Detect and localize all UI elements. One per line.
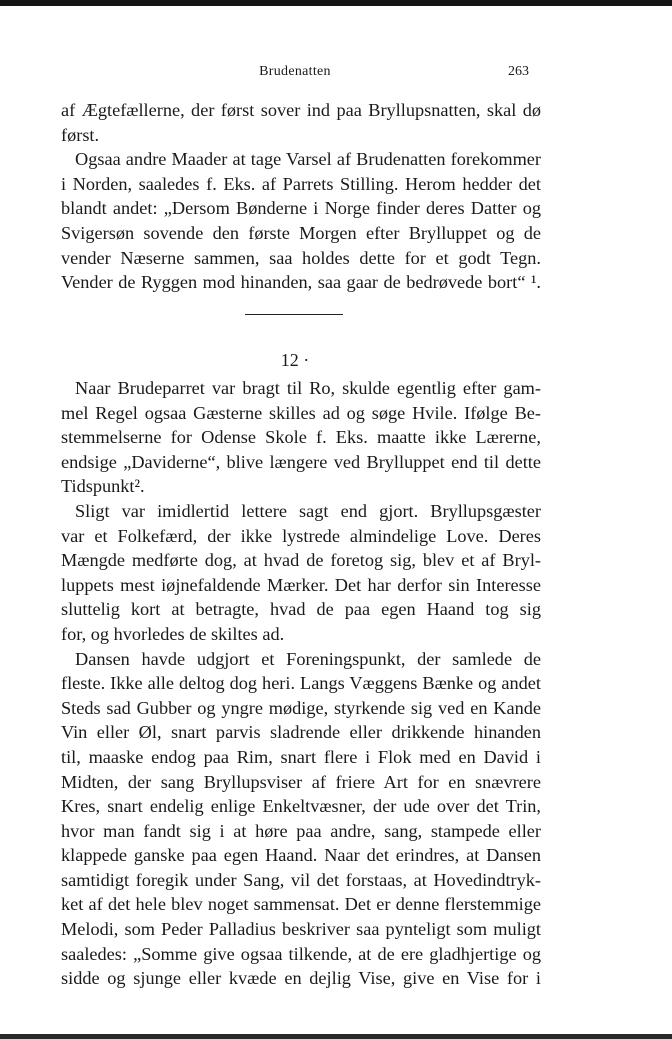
- text-line: samtidigt foregik under Sang, vil det forstaas, at Hovedindtryk-: [61, 869, 541, 890]
- running-head: [0, 64, 672, 86]
- text-line: var et Folkefærd, der ikke lystrede almindelige Love. Deres: [61, 525, 541, 546]
- text-line: fleste. Ikke alle deltog dog heri. Langs Væggens Bænke og andet: [61, 673, 541, 694]
- text-line: Melodi, som Peder Palladius beskriver saa pynteligt som muligt: [61, 919, 541, 940]
- text-line: klappede ganske paa egen Haand. Naar det erindres, at Dansen: [61, 845, 541, 866]
- text-line: sidde og sjunge eller kvæde en dejlig Vise, give en Vise for i: [61, 968, 541, 989]
- text-line: Dansen havde udgjort et Foreningspunkt, der samlede de: [75, 648, 541, 669]
- text-line: Mængde medførte dog, at hvad de foretog sig, blev et af Bryl-: [61, 550, 541, 571]
- bottom-edge-rule: [0, 1034, 672, 1039]
- text-line: ket af det hele blev noget sammensat. Det er denne flerstemmige: [61, 894, 541, 915]
- section-divider: [245, 314, 343, 315]
- text-line: til, maaske endog paa Rim, snart flere i Flok med en David i: [61, 746, 541, 767]
- text-line: af Ægtefællerne, der først sover ind paa Bryllupsnatten, skal dø: [61, 100, 541, 120]
- paragraph-block-a: [61, 98, 541, 295]
- text-line: Vin eller Øl, snart parvis sladrende eller drikkende hinanden: [61, 722, 541, 743]
- text-line: Steds sad Gubber og yngre mødige, styrkende sig ved en Kande: [61, 697, 541, 718]
- text-line: først.: [61, 124, 100, 145]
- text-line: Sligt var imidlertid lettere sagt end gjort. Bryllupsgæster: [75, 500, 541, 521]
- text-line: Naar Brudeparret var bragt til Ro, skulde egentlig efter gam-: [75, 378, 541, 398]
- text-line: sluttelig kort at betragte, hvad de paa egen Haand tog sig: [61, 599, 541, 620]
- paragraph-block-b: [61, 376, 541, 991]
- top-edge-rule: [0, 0, 672, 6]
- section-number: 12 ·: [280, 350, 310, 370]
- text-line: endsige „Daviderne“, blive længere ved Brylluppet end til dette: [61, 451, 541, 472]
- text-line: saaledes: „Somme give ogsaa tilkende, at de ere gladhjertige og: [61, 943, 541, 964]
- page-number: 263: [508, 64, 529, 79]
- text-line: Svigersøn sovende den første Morgen efter Brylluppet og de: [61, 222, 541, 243]
- text-line: Kres, snart endelig enlige Enkeltvæsner, der ude over det Trin,: [61, 796, 541, 817]
- text-line: for, og hvorledes de skiltes ad.: [61, 623, 285, 644]
- text-line: vender Næserne sammen, saa holdes dette for et godt Tegn.: [61, 247, 541, 268]
- text-line: mel Regel ogsaa Gæsterne skilles ad og søge Hvile. Ifølge Be-: [61, 402, 541, 423]
- text-line: Tidspunkt².: [61, 476, 145, 497]
- text-line: Vender de Ryggen mod hinanden, saa gaar de bedrøvede bort“ ¹.: [61, 272, 541, 293]
- text-line: stemmelserne for Odense Skole f. Eks. maatte ikke Lærerne,: [61, 427, 541, 448]
- text-line: Ogsaa andre Maader at tage Varsel af Brudenatten forekommer: [75, 149, 541, 170]
- text-line: Midten, der sang Bryllupsviser af friere Art for en snævrere: [61, 771, 541, 792]
- text-line: hvor man fandt sig i at høre paa andre, sang, stampede eller: [61, 820, 541, 841]
- text-line: i Norden, saaledes f. Eks. af Parrets Stilling. Herom hedder det: [61, 173, 541, 194]
- text-line: blandt andet: „Dersom Bønderne i Norge finder deres Datter og: [61, 198, 541, 219]
- text-line: luppets mest iøjnefaldende Mærker. Det har derfor sin Interesse: [61, 574, 541, 595]
- running-title: Brudenatten: [259, 64, 331, 79]
